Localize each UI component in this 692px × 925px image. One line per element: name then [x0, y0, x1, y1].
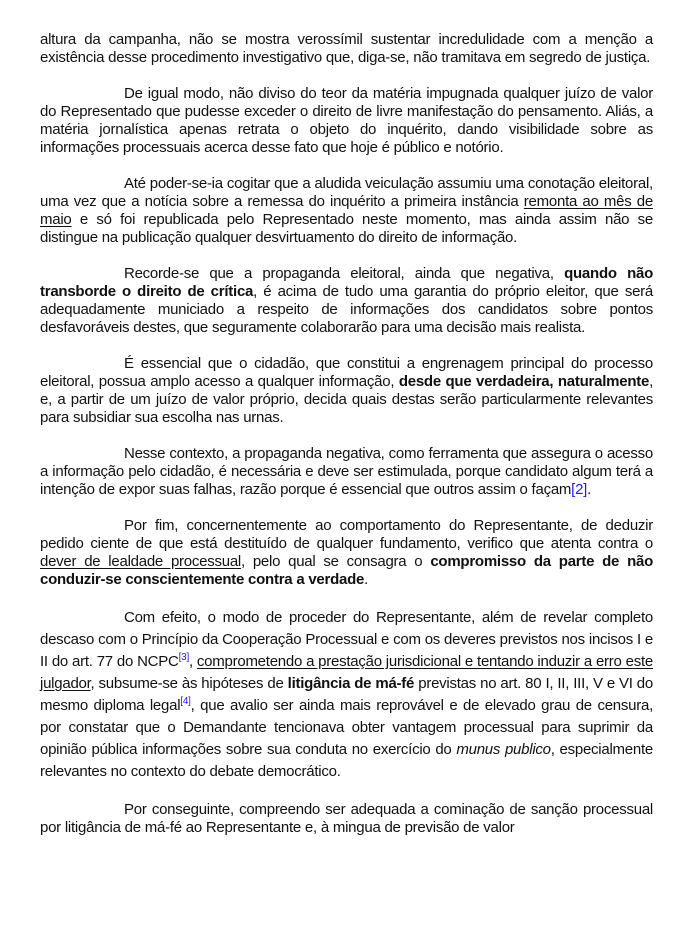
text-run: , pelo qual se consagra o: [241, 553, 431, 570]
text-run: Com efeito, o modo de proceder do Representante, além de revelar completo descaso com o Princípio da Cooperação Processual e com os deveres previstos nos incisos I e II do art. 77 do NCPC: [40, 609, 653, 670]
text-run: Até poder-se-ia cogitar que a aludida veiculação assumiu uma conotação eleitoral, uma vez que a notícia sobre a remessa do inquérito a primeira instância: [40, 175, 653, 210]
text-run: e só foi republicada pelo Representado neste momento, mas ainda assim não se distingue na publicação qualquer desvirtuamento do direito de informação.: [40, 211, 653, 246]
footnote-ref-3[interactable]: [179, 652, 189, 663]
footnote-link-4[interactable]: [4]: [180, 696, 191, 707]
paragraph-7: [40, 517, 653, 589]
text-run: , especialmente relevantes no contexto do debate democrático.: [40, 741, 653, 780]
text-run: , que avalio ser ainda mais reprovável e de elevado grau de censura, por constatar que o Demandante tencionava obter vantagem processual para suprimir da opinião pública informações sobre sua conduta no exercício do: [40, 697, 653, 758]
document-page: [40, 31, 653, 855]
paragraph-4: [40, 265, 653, 337]
text-run: , é acima de tudo uma garantia do próprio eleitor, que será adequadamente municiado a respeito de informações dos candidatos sobre pontos desfavoráveis destes, que seguramente colaborarão para uma decisão mais realista.: [40, 283, 653, 336]
bold-text: quando não transborde o direito de crítica: [40, 265, 654, 300]
footnote-link-3[interactable]: [3]: [178, 652, 189, 663]
text-run: Nesse contexto, a propaganda negativa, como ferramenta que assegura o acesso a informação pelo cidadão, é necessária e deve ser estimulada, porque candidato algum terá a intenção de expor suas falhas, razão porque é essencial que outros assim o façam: [40, 445, 653, 498]
text-run: ,: [188, 653, 197, 670]
footnote-link-2[interactable]: [2]: [571, 481, 588, 498]
text-run: .: [364, 571, 369, 588]
paragraph-5: [40, 355, 653, 427]
text-run: , subsume-se às hipóteses de: [90, 675, 288, 692]
text-run: É essencial que o cidadão, que constitui a engrenagem principal do processo eleitoral, possua amplo acesso a qualquer informação,: [40, 355, 653, 390]
paragraph-3: [40, 175, 653, 247]
text-run: De igual modo, não diviso do teor da matéria impugnada qualquer juízo de valor do Representado que pudesse exceder o direito de livre manifestação do pensamento. Aliás, a matéria jornalística apenas retrata o objeto do inquérito, dando visibilidade sobre as informações processuais acerca desse fato que hoje é público e notório.: [40, 85, 653, 156]
italic-text: munus publico: [456, 741, 551, 758]
text-run: , e, a partir de um juízo de valor próprio, decida quais destas serão particularmente relevantes para subsidiar sua escolha nas urnas.: [40, 373, 653, 426]
text-run: .: [587, 481, 592, 498]
paragraph-2: [40, 85, 653, 157]
text-run: Por fim, concernentemente ao comportamento do Representante, de deduzir pedido ciente de que está destituído de qualquer fundamento, verifico que atenta contra o: [40, 517, 653, 552]
underlined-text: dever de lealdade processual: [40, 553, 241, 570]
underlined-text: remonta ao mês de maio: [40, 193, 653, 228]
bold-text: litigância de má-fé: [287, 675, 415, 692]
paragraph-8: [40, 607, 653, 783]
bold-text: desde que verdadeira, naturalmente: [398, 373, 650, 390]
text-run: Por conseguinte, compreendo ser adequada a cominação de sanção processual por litigância de má-fé ao Representante e, à mingua de previsão de valor: [40, 801, 653, 836]
footnote-ref-4[interactable]: [180, 696, 190, 707]
text-run: Recorde-se que a propaganda eleitoral, ainda que negativa,: [124, 265, 565, 282]
underlined-text: comprometendo a prestação jurisdicional e tentando induzir a erro este julgador: [40, 653, 653, 692]
text-run: previstas no art. 80 I, II, III, V e VI do mesmo diploma legal: [40, 675, 653, 714]
paragraph-6: [40, 445, 653, 499]
paragraph-1: [40, 31, 653, 67]
paragraph-9: [40, 801, 653, 837]
bold-text: compromisso da parte de não conduzir-se conscientemente contra a verdade: [40, 553, 653, 588]
text-run: altura da campanha, não se mostra verossímil sustentar incredulidade com a menção a existência desse procedimento investigativo que, diga-se, não tramitava em segredo de justiça.: [40, 31, 653, 66]
